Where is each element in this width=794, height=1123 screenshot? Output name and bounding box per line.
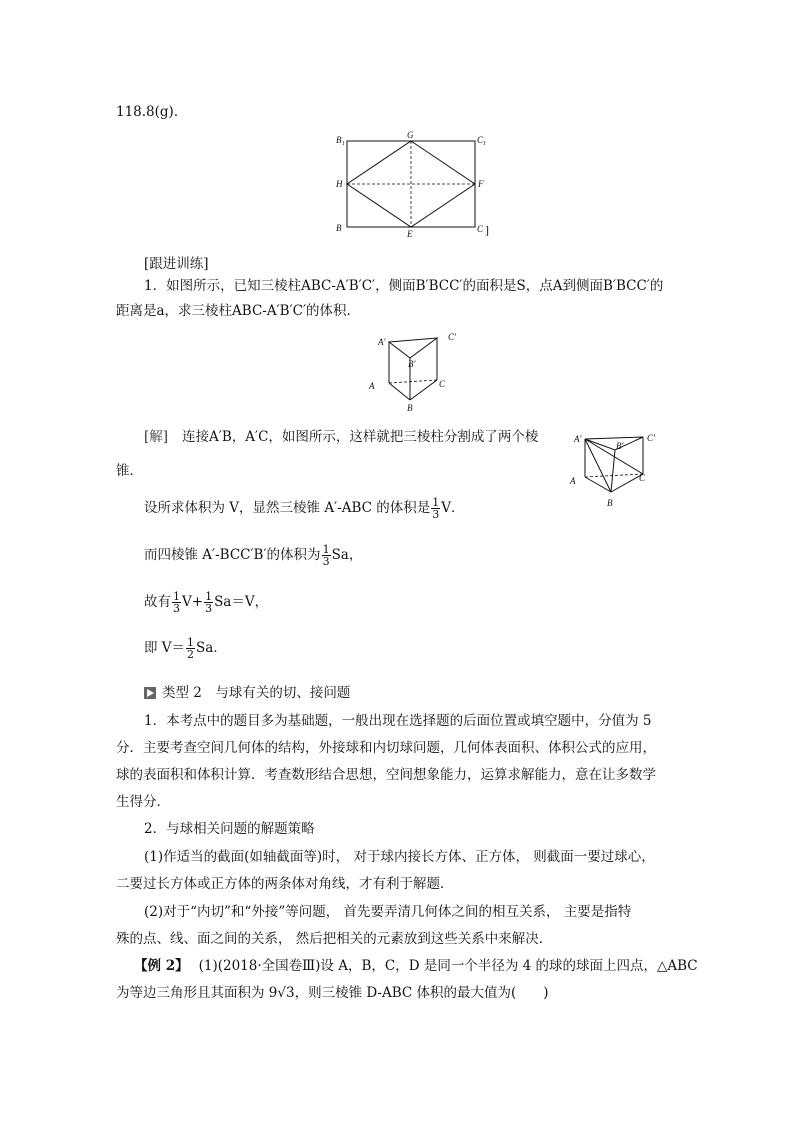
practice-header: [跟进训练]: [144, 256, 209, 272]
example2-line1: 【例 2】 (1)(2018·全国卷Ⅲ)设 A，B，C，D 是同一个半径为 4 的球的球面上四点，△ABC: [134, 958, 698, 974]
label-B1-sub: 1: [342, 141, 345, 147]
strategy2-line2: 殊的点、线、面之间的关系， 然后把相关的元素放到这些关系中来解决．: [116, 931, 553, 947]
label-G: G: [407, 130, 414, 140]
fraction-one-third: $\frac{1}{3}$: [173, 590, 180, 615]
label-A1: A′: [574, 434, 582, 444]
label-C: C: [439, 379, 446, 389]
carryover-value: 118.8(g)．: [116, 104, 188, 120]
label-B1: B: [336, 135, 342, 145]
label-C1: C′: [647, 433, 655, 443]
fraction-one-third: $\frac{1}{3}$: [322, 543, 330, 568]
play-triangle-icon: [144, 687, 156, 699]
label-H: H: [336, 179, 343, 189]
label-B1: B′: [616, 441, 624, 451]
label-E: E: [407, 229, 413, 239]
type2-heading: 类型 2 与球有关的切、接问题: [144, 684, 350, 702]
label-B: B: [607, 498, 613, 508]
label-C1-sub: 1: [483, 141, 486, 147]
solution-line2: 锥．: [116, 463, 143, 479]
end-bracket: ]: [485, 223, 489, 237]
point1-line2: 分．主要考查空间几何体的结构，外接球和内切球问题，几何体表面积、体积公式的应用，: [116, 740, 656, 756]
label-C: C: [639, 473, 646, 483]
label-C1: C′: [448, 332, 456, 342]
label-B: B: [336, 223, 342, 233]
label-F: F: [478, 179, 484, 189]
point1-line1: 1．本考点中的题目多为基础题，一般出现在选择题的后面位置或填空题中，分值为 5: [144, 713, 652, 729]
figure-divided-prism: [565, 430, 675, 512]
figure-prism: [365, 328, 475, 416]
solution-line4: 而四棱锥 A′-BCC′B′的体积为 $\frac{1}{3}$ Sa，: [144, 543, 363, 568]
label-A: A: [570, 476, 576, 486]
point1-line4: 生得分．: [116, 794, 170, 810]
strategy1-line1: (1)作适当的截面(如轴截面等)时， 对于球内接长方体、正方体， 则截面一要过球心，: [144, 849, 655, 865]
fraction-one-half: $\frac{1}{2}$: [187, 636, 195, 661]
example2-tag: 【例 2】: [134, 958, 189, 974]
strategy1-line2: 二要过长方体或正方体的两条体对角线，才有利于解题．: [116, 876, 454, 892]
label-B1: B′: [408, 359, 416, 369]
solution-tag: [解]: [144, 429, 169, 445]
strategy2-line1: (2)对于“内切”和“外接”等问题， 首先要弄清几何体之间的相互关系， 主要是指特: [144, 904, 632, 920]
fraction-one-third: $\frac{1}{3}$: [432, 496, 440, 521]
problem1-line1: 1．如图所示，已知三棱柱ABC-A′B′C′，侧面B′BCC′的面积是S，点A到侧面B′BCC′的: [144, 278, 664, 294]
example2-line2: 为等边三角形且其面积为 9√3，则三棱锥 D-ABC 体积的最大值为( ): [116, 985, 549, 1001]
label-A1: A′: [378, 337, 386, 347]
fraction-one-third: $\frac{1}{3}$: [205, 590, 213, 615]
label-C1: C: [477, 135, 484, 145]
label-B: B: [407, 403, 413, 413]
label-C: C: [477, 224, 484, 234]
solution-line6: 即 V＝ $\frac{1}{2}$ Sa．: [144, 636, 227, 661]
figure-rectangle-rhombus: [330, 130, 500, 242]
label-A: A: [369, 381, 375, 391]
point2-heading: 2．与球相关问题的解题策略: [144, 821, 315, 837]
solution-line3: 设所求体积为 V，显然三棱锥 A′-ABC 的体积是 $\frac{1}{3}$ V．: [144, 496, 465, 521]
problem1-line2: 距离是a，求三棱柱ABC-A′B′C′的体积．: [116, 303, 361, 319]
solution-line5: 故有 $\frac{1}{3}$ V+ $\frac{1}{3}$ Sa＝V，: [144, 590, 269, 615]
point1-line3: 球的表面积和体积计算．考查数形结合思想，空间想象能力，运算求解能力，意在让多数学: [116, 767, 656, 783]
solution-line1: [解] 连接A′B，A′C，如图所示，这样就把三棱柱分割成了两个棱: [144, 429, 539, 445]
